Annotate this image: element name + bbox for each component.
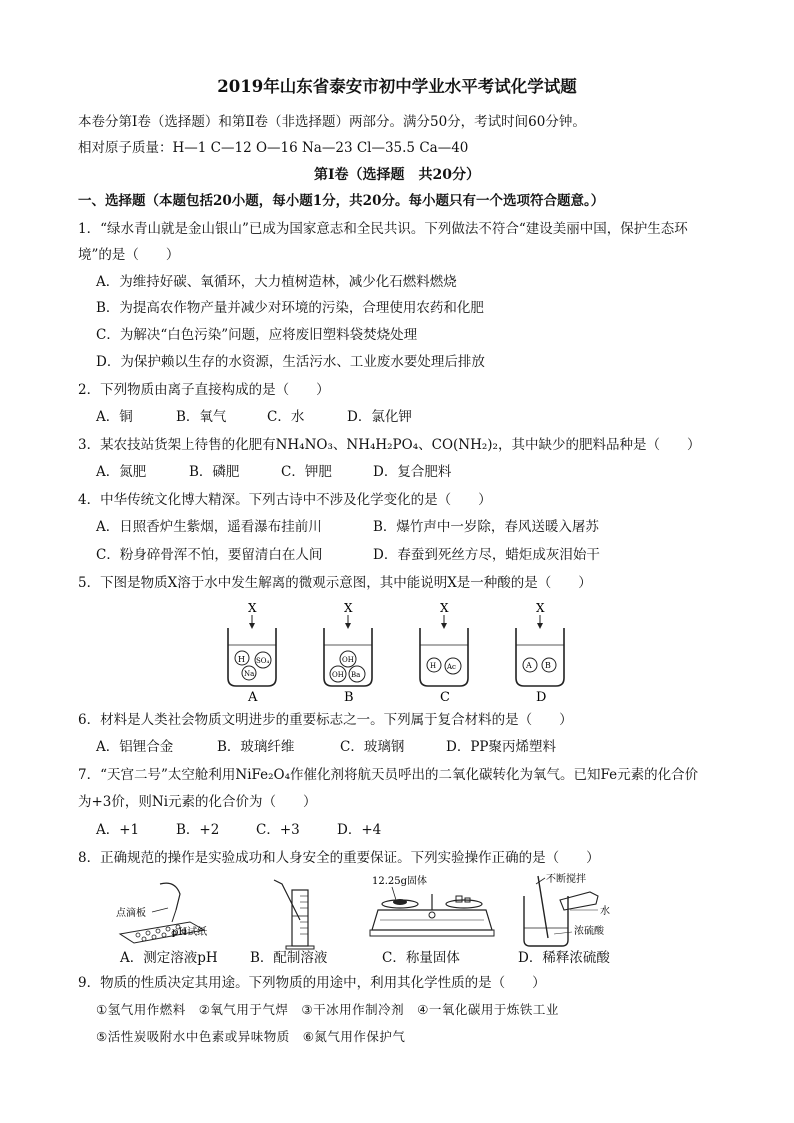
q9-list-line-1: ①氢气用作燃料 ②氧气用于气焊 ③干冰用作制冷剂 ④一氧化碳用于炼铁工业	[96, 1002, 559, 1017]
ion-label: Ac	[447, 663, 456, 671]
q1-stem-cont: 境”的是（ ）	[78, 247, 180, 263]
q5-stem: 5．下图是物质X溶于水中发生解离的微观示意图，其中能说明X是一种酸的是（ ）	[78, 575, 592, 591]
q8-option-a: A．测定溶液pH	[120, 950, 218, 966]
q6-option-c: C．玻璃钢	[340, 739, 405, 755]
q2-option-d: D．氯化钾	[347, 409, 412, 425]
ph-paper-label: pH试纸	[172, 927, 208, 938]
q3-stem: 3．某农技站货架上待售的化肥有NH₄NO₃、NH₄H₂PO₄、CO(NH₂)₂，其中缺少的肥料品种是（ ）	[78, 437, 701, 453]
spot-plate-label: 点滴板	[116, 908, 146, 919]
beaker-b-caption: B	[344, 690, 354, 705]
q7-stem-cont: 为+3价，则Ni元素的化合价为（ ）	[78, 794, 317, 810]
exam-title: 2019年山东省泰安市初中学业水平考试化学试题	[217, 77, 577, 96]
stir-label: 不断搅拌	[546, 874, 586, 885]
q8-stem: 8．正确规范的操作是实验成功和人身安全的重要保证。下列实验操作正确的是（ ）	[78, 850, 600, 866]
q6-option-d: D．PP聚丙烯塑料	[446, 739, 556, 755]
q1-stem: 1．“绿水青山就是金山银山”已成为国家意志和全民共识。下列做法不符合“建设美丽中国，保护生态环	[78, 221, 688, 237]
ion-label: SO₄	[256, 657, 270, 665]
beaker-c-x-label: X	[440, 601, 449, 615]
q1-option-d: D．为保护赖以生存的水资源，生活污水、工业废水要处理后排放	[96, 354, 485, 370]
beaker-c	[420, 601, 468, 705]
beaker-d	[516, 601, 564, 705]
q8-option-c: C．称量固体	[382, 950, 460, 966]
ion-label: Ba	[351, 671, 361, 679]
q6-stem: 6．材料是人类社会物质文明进步的重要标志之一。下列属于复合材料的是（ ）	[78, 712, 573, 728]
beaker-a	[228, 601, 276, 705]
intro-line: 本卷分第Ⅰ卷（选择题）和第Ⅱ卷（非选择题）两部分。满分50分，考试时间60分钟。	[78, 114, 586, 130]
q4-option-a: A．日照香炉生紫烟，遥看瀑布挂前川	[96, 519, 322, 535]
water-label: 水	[600, 906, 610, 917]
q8-option-b: B．配制溶液	[250, 950, 328, 966]
atomic-mass-line: 相对原子质量：H—1 C—12 O—16 Na—23 Cl—35.5 Ca—40	[78, 140, 469, 156]
acid-label: 浓硫酸	[574, 926, 604, 937]
q1-option-c: C．为解决“白色污染”问题，应将废旧塑料袋焚烧处理	[96, 327, 418, 343]
q4-stem: 4．中华传统文化博大精深。下列古诗中不涉及化学变化的是（ ）	[78, 492, 492, 508]
q2-option-a: A．铜	[96, 409, 133, 425]
ion-label: H	[238, 655, 245, 664]
beaker-a-caption: A	[248, 690, 258, 705]
q6-option-a: A．铝锂合金	[96, 739, 174, 755]
q7-option-c: C．+3	[256, 822, 300, 838]
solid-mass-label: 12.25g固体	[372, 876, 428, 887]
beaker-d-caption: D	[536, 690, 547, 705]
q2-option-c: C．水	[267, 409, 305, 425]
q3-option-d: D．复合肥料	[373, 464, 452, 480]
beaker-b	[324, 601, 372, 705]
ion-label: B	[545, 661, 551, 670]
beaker-a-x-label: X	[248, 601, 257, 615]
section-heading: 第Ⅰ卷（选择题 共20分）	[313, 167, 481, 183]
beaker-c-caption: C	[440, 690, 450, 705]
q6-option-b: B．玻璃纤维	[217, 739, 295, 755]
q4-option-b: B．爆竹声中一岁除，春风送暖入屠苏	[373, 519, 599, 535]
ion-label: OH	[342, 656, 354, 664]
beaker-b-x-label: X	[344, 601, 353, 615]
ion-label: A	[526, 661, 532, 670]
q9-stem: 9．物质的性质决定其用途。下列物质的用途中，利用其化学性质的是（ ）	[78, 975, 546, 991]
dilution-illustration	[524, 872, 610, 946]
q8-lab-diagram	[0, 870, 794, 950]
cylinder-illustration	[274, 880, 314, 949]
q1-option-b: B．为提高农作物产量并减少对环境的污染，合理使用农药和化肥	[96, 300, 484, 316]
q3-option-a: A．氮肥	[96, 464, 147, 480]
ion-label: Na	[244, 670, 255, 678]
ion-label: OH	[332, 671, 344, 679]
q1-option-a: A．为维持好碳、氧循环，大力植树造林，减少化石燃料燃烧	[96, 274, 457, 290]
q7-option-b: B．+2	[176, 822, 220, 838]
q7-stem: 7．“天宫二号”太空舱利用NiFe₂O₄作催化剂将航天员呼出的二氧化碳转化为氧气。已知Fe元素的化合价	[78, 767, 699, 783]
q4-option-d: D．春蚕到死丝方尽，蜡炬成灰泪始干	[373, 547, 600, 563]
q8-option-d: D．稀释浓硫酸	[518, 950, 610, 966]
q5-beaker-diagram	[0, 598, 794, 708]
q4-option-c: C．粉身碎骨浑不怕，要留清白在人间	[96, 547, 323, 563]
q9-list-line-2: ⑤活性炭吸附水中色素或异味物质 ⑥氮气用作保护气	[96, 1029, 406, 1044]
q2-option-b: B．氧气	[176, 409, 227, 425]
ph-test-illustration	[116, 883, 207, 943]
q3-option-c: C．钾肥	[281, 464, 332, 480]
q7-option-a: A．+1	[96, 822, 140, 838]
beaker-d-x-label: X	[536, 601, 545, 615]
q3-option-b: B．磷肥	[189, 464, 240, 480]
balance-illustration	[370, 874, 494, 936]
part-heading: 一、选择题（本题包括20小题，每小题1分，共20分。每小题只有一个选项符合题意。）	[78, 193, 605, 209]
q2-stem: 2．下列物质由离子直接构成的是（ ）	[78, 382, 330, 398]
ion-label: H	[430, 662, 437, 670]
q7-option-d: D．+4	[337, 822, 382, 838]
